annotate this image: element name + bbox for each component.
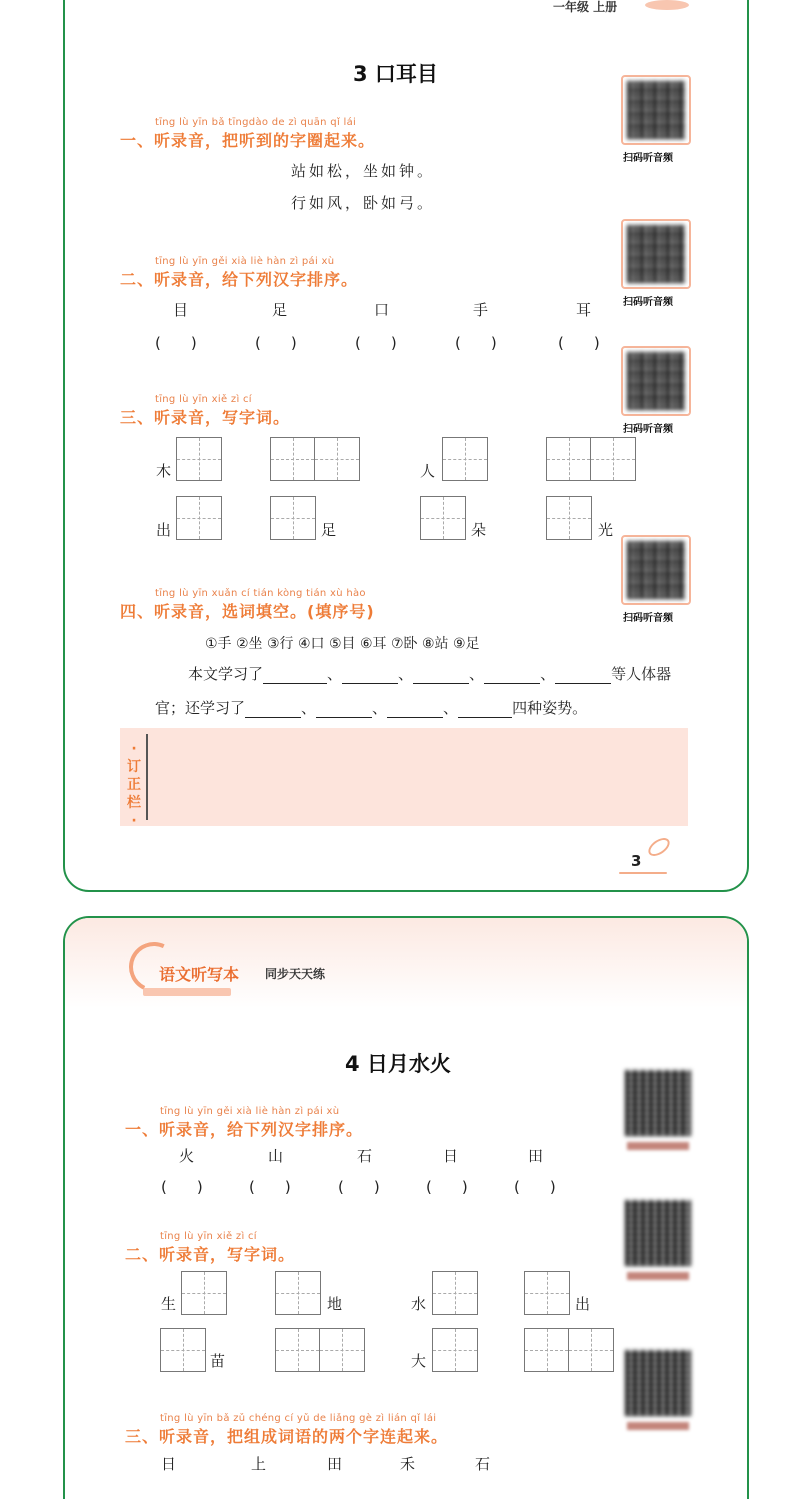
s4-sep: 、: [469, 665, 485, 683]
s2-answer-5[interactable]: ( ): [558, 334, 600, 352]
page-header-grade: 一年级 上册: [553, 0, 618, 14]
s2-char-3: 口: [374, 301, 390, 319]
s4-instruction: 四、听录音，选词填空。(填序号): [120, 602, 375, 621]
writing-grid[interactable]: [160, 1328, 206, 1372]
writing-grid[interactable]: [420, 496, 466, 540]
s1-answer-5[interactable]: ( ): [514, 1178, 556, 1196]
s4-blank[interactable]: [555, 670, 611, 684]
s3-char-chu: 出: [156, 521, 172, 539]
s3-pinyin: tīng lù yīn xiě zì cí: [155, 394, 252, 405]
qr-label-blurred-1: [627, 1142, 689, 1150]
s2-char-sheng: 生: [161, 1295, 177, 1313]
s4-pinyin: tīng lù yīn xuǎn cí tián kòng tián xù hào: [155, 588, 366, 599]
s4-sentence-2: [155, 697, 587, 718]
s2-char-4: 手: [473, 301, 489, 319]
s4-sentence-1: [188, 663, 671, 684]
qr-label-3: 扫码听音频: [623, 424, 673, 435]
s2-char-1: 目: [173, 301, 189, 319]
writing-grid[interactable]: [524, 1328, 614, 1372]
writing-grid[interactable]: [270, 496, 316, 540]
qr-code-1[interactable]: [625, 1070, 691, 1136]
writing-grid[interactable]: [270, 437, 360, 481]
s4-sep: 、: [372, 699, 388, 717]
writing-grid[interactable]: [524, 1271, 570, 1315]
s1-line1[interactable]: 站如松，坐如钟。: [291, 162, 436, 180]
s1-pinyin: tīng lù yīn bǎ tīngdào de zì quān qǐ lái: [155, 117, 357, 128]
s1-char-1: 火: [179, 1147, 195, 1165]
writing-grid[interactable]: [275, 1328, 365, 1372]
s4-sep: 、: [301, 699, 317, 717]
writing-grid[interactable]: [275, 1271, 321, 1315]
qr-label-blurred-3: [627, 1422, 689, 1430]
qr-code-4[interactable]: [621, 535, 691, 605]
qr-label-blurred-2: [627, 1272, 689, 1280]
s3-char-ren: 人: [420, 462, 436, 480]
s3-char-duo: 朵: [471, 521, 487, 539]
qr-label-1: 扫码听音频: [623, 153, 673, 164]
s1-answer-1[interactable]: ( ): [161, 1178, 203, 1196]
s2-char-di: 地: [327, 1295, 343, 1313]
qr-label-4: 扫码听音频: [623, 613, 673, 624]
s4-line2-start: 官；还学习了: [155, 699, 246, 717]
s1-answer-4[interactable]: ( ): [426, 1178, 468, 1196]
s4-blank[interactable]: [458, 704, 512, 718]
s4-blank[interactable]: [316, 704, 372, 718]
s3-instruction: 三、听录音，把组成词语的两个字连起来。: [125, 1427, 449, 1446]
s4-blank[interactable]: [245, 704, 301, 718]
s2-char-da: 大: [411, 1352, 427, 1370]
s3-char-1: 日: [161, 1455, 177, 1473]
workbook-page-4: [63, 916, 749, 1499]
s3-char-2: 上: [251, 1455, 267, 1473]
s4-options: ①手 ②坐 ③行 ④口 ⑤目 ⑥耳 ⑦卧 ⑧站 ⑨足: [205, 636, 480, 652]
s4-sep: 、: [540, 665, 556, 683]
s2-answer-1[interactable]: ( ): [155, 334, 197, 352]
s4-sep: 、: [327, 665, 343, 683]
s3-char-guang: 光: [598, 521, 614, 539]
workbook-page-3: [63, 0, 749, 892]
s4-blank[interactable]: [342, 670, 398, 684]
s2-answer-2[interactable]: ( ): [255, 334, 297, 352]
s4-line1-start: 本文学习了: [188, 665, 264, 683]
s2-char-shui: 水: [411, 1295, 427, 1313]
lesson-title: 4 日月水火: [345, 1052, 451, 1076]
s3-instruction: 三、听录音，写字词。: [120, 408, 291, 427]
s4-sep: 、: [398, 665, 414, 683]
s2-pinyin: tīng lù yīn gěi xià liè hàn zì pái xù: [155, 256, 335, 267]
lesson-title: 3 口耳目: [353, 62, 438, 86]
correction-divider: [146, 734, 148, 820]
s1-char-2: 山: [268, 1147, 284, 1165]
writing-grid[interactable]: [442, 437, 488, 481]
s2-char-miao: 苗: [210, 1352, 226, 1370]
brand-title: 语文听写本: [159, 965, 240, 984]
page-number-underline: [619, 872, 667, 874]
s3-pinyin: tīng lù yīn bǎ zǔ chéng cí yǔ de liǎng gè zì lián qǐ lái: [160, 1413, 437, 1424]
writing-grid[interactable]: [546, 437, 636, 481]
s1-pinyin: tīng lù yīn gěi xià liè hàn zì pái xù: [160, 1106, 340, 1117]
s2-instruction: 二、听录音，给下列汉字排序。: [120, 270, 359, 289]
correction-label: ·订正栏·: [127, 741, 141, 829]
s1-char-3: 石: [357, 1147, 373, 1165]
s1-instruction: 一、听录音，给下列汉字排序。: [125, 1120, 364, 1139]
writing-grid[interactable]: [432, 1271, 478, 1315]
brand-banner: [143, 988, 231, 996]
s2-char-5: 耳: [576, 301, 592, 319]
writing-grid[interactable]: [546, 496, 592, 540]
correction-box[interactable]: [120, 728, 688, 829]
header-feather-decoration: [645, 0, 689, 10]
s1-answer-2[interactable]: ( ): [249, 1178, 291, 1196]
s1-answer-3[interactable]: ( ): [338, 1178, 380, 1196]
qr-code-2[interactable]: [621, 219, 691, 289]
s3-char-3: 田: [327, 1455, 343, 1473]
s1-char-4: 日: [443, 1147, 459, 1165]
s4-line1-end: 等人体器: [611, 665, 672, 683]
qr-label-2: 扫码听音频: [623, 297, 673, 308]
s4-sep: 、: [443, 699, 459, 717]
s2-char-2: 足: [272, 301, 288, 319]
s2-instruction: 二、听录音，写字词。: [125, 1245, 296, 1264]
qr-code-3[interactable]: [625, 1350, 691, 1416]
qr-code-2[interactable]: [625, 1200, 691, 1266]
s4-blank[interactable]: [263, 670, 327, 684]
writing-grid[interactable]: [176, 496, 222, 540]
s3-char-mu: 木: [156, 462, 172, 480]
writing-grid[interactable]: [176, 437, 222, 481]
brand-subtitle: 同步天天练: [265, 967, 326, 981]
s2-char-chu: 出: [575, 1295, 591, 1313]
page-number: 3: [631, 852, 642, 870]
s3-char-4: 禾: [400, 1455, 416, 1473]
leaf-decoration: [645, 834, 673, 859]
qr-code-1[interactable]: [621, 75, 691, 145]
s2-answer-3[interactable]: ( ): [355, 334, 397, 352]
s1-instruction: 一、听录音，把听到的字圈起来。: [120, 131, 376, 150]
s1-line2[interactable]: 行如风，卧如弓。: [291, 194, 436, 212]
s4-blank[interactable]: [484, 670, 540, 684]
s2-answer-4[interactable]: ( ): [455, 334, 497, 352]
writing-grid[interactable]: [432, 1328, 478, 1372]
s2-pinyin: tīng lù yīn xiě zì cí: [160, 1231, 257, 1242]
s3-char-5: 石: [475, 1455, 491, 1473]
s3-char-zu: 足: [321, 521, 337, 539]
writing-grid[interactable]: [181, 1271, 227, 1315]
qr-code-3[interactable]: [621, 346, 691, 416]
s4-blank[interactable]: [413, 670, 469, 684]
s4-line2-end: 四种姿势。: [512, 699, 588, 717]
s4-blank[interactable]: [387, 704, 443, 718]
s1-char-5: 田: [528, 1147, 544, 1165]
